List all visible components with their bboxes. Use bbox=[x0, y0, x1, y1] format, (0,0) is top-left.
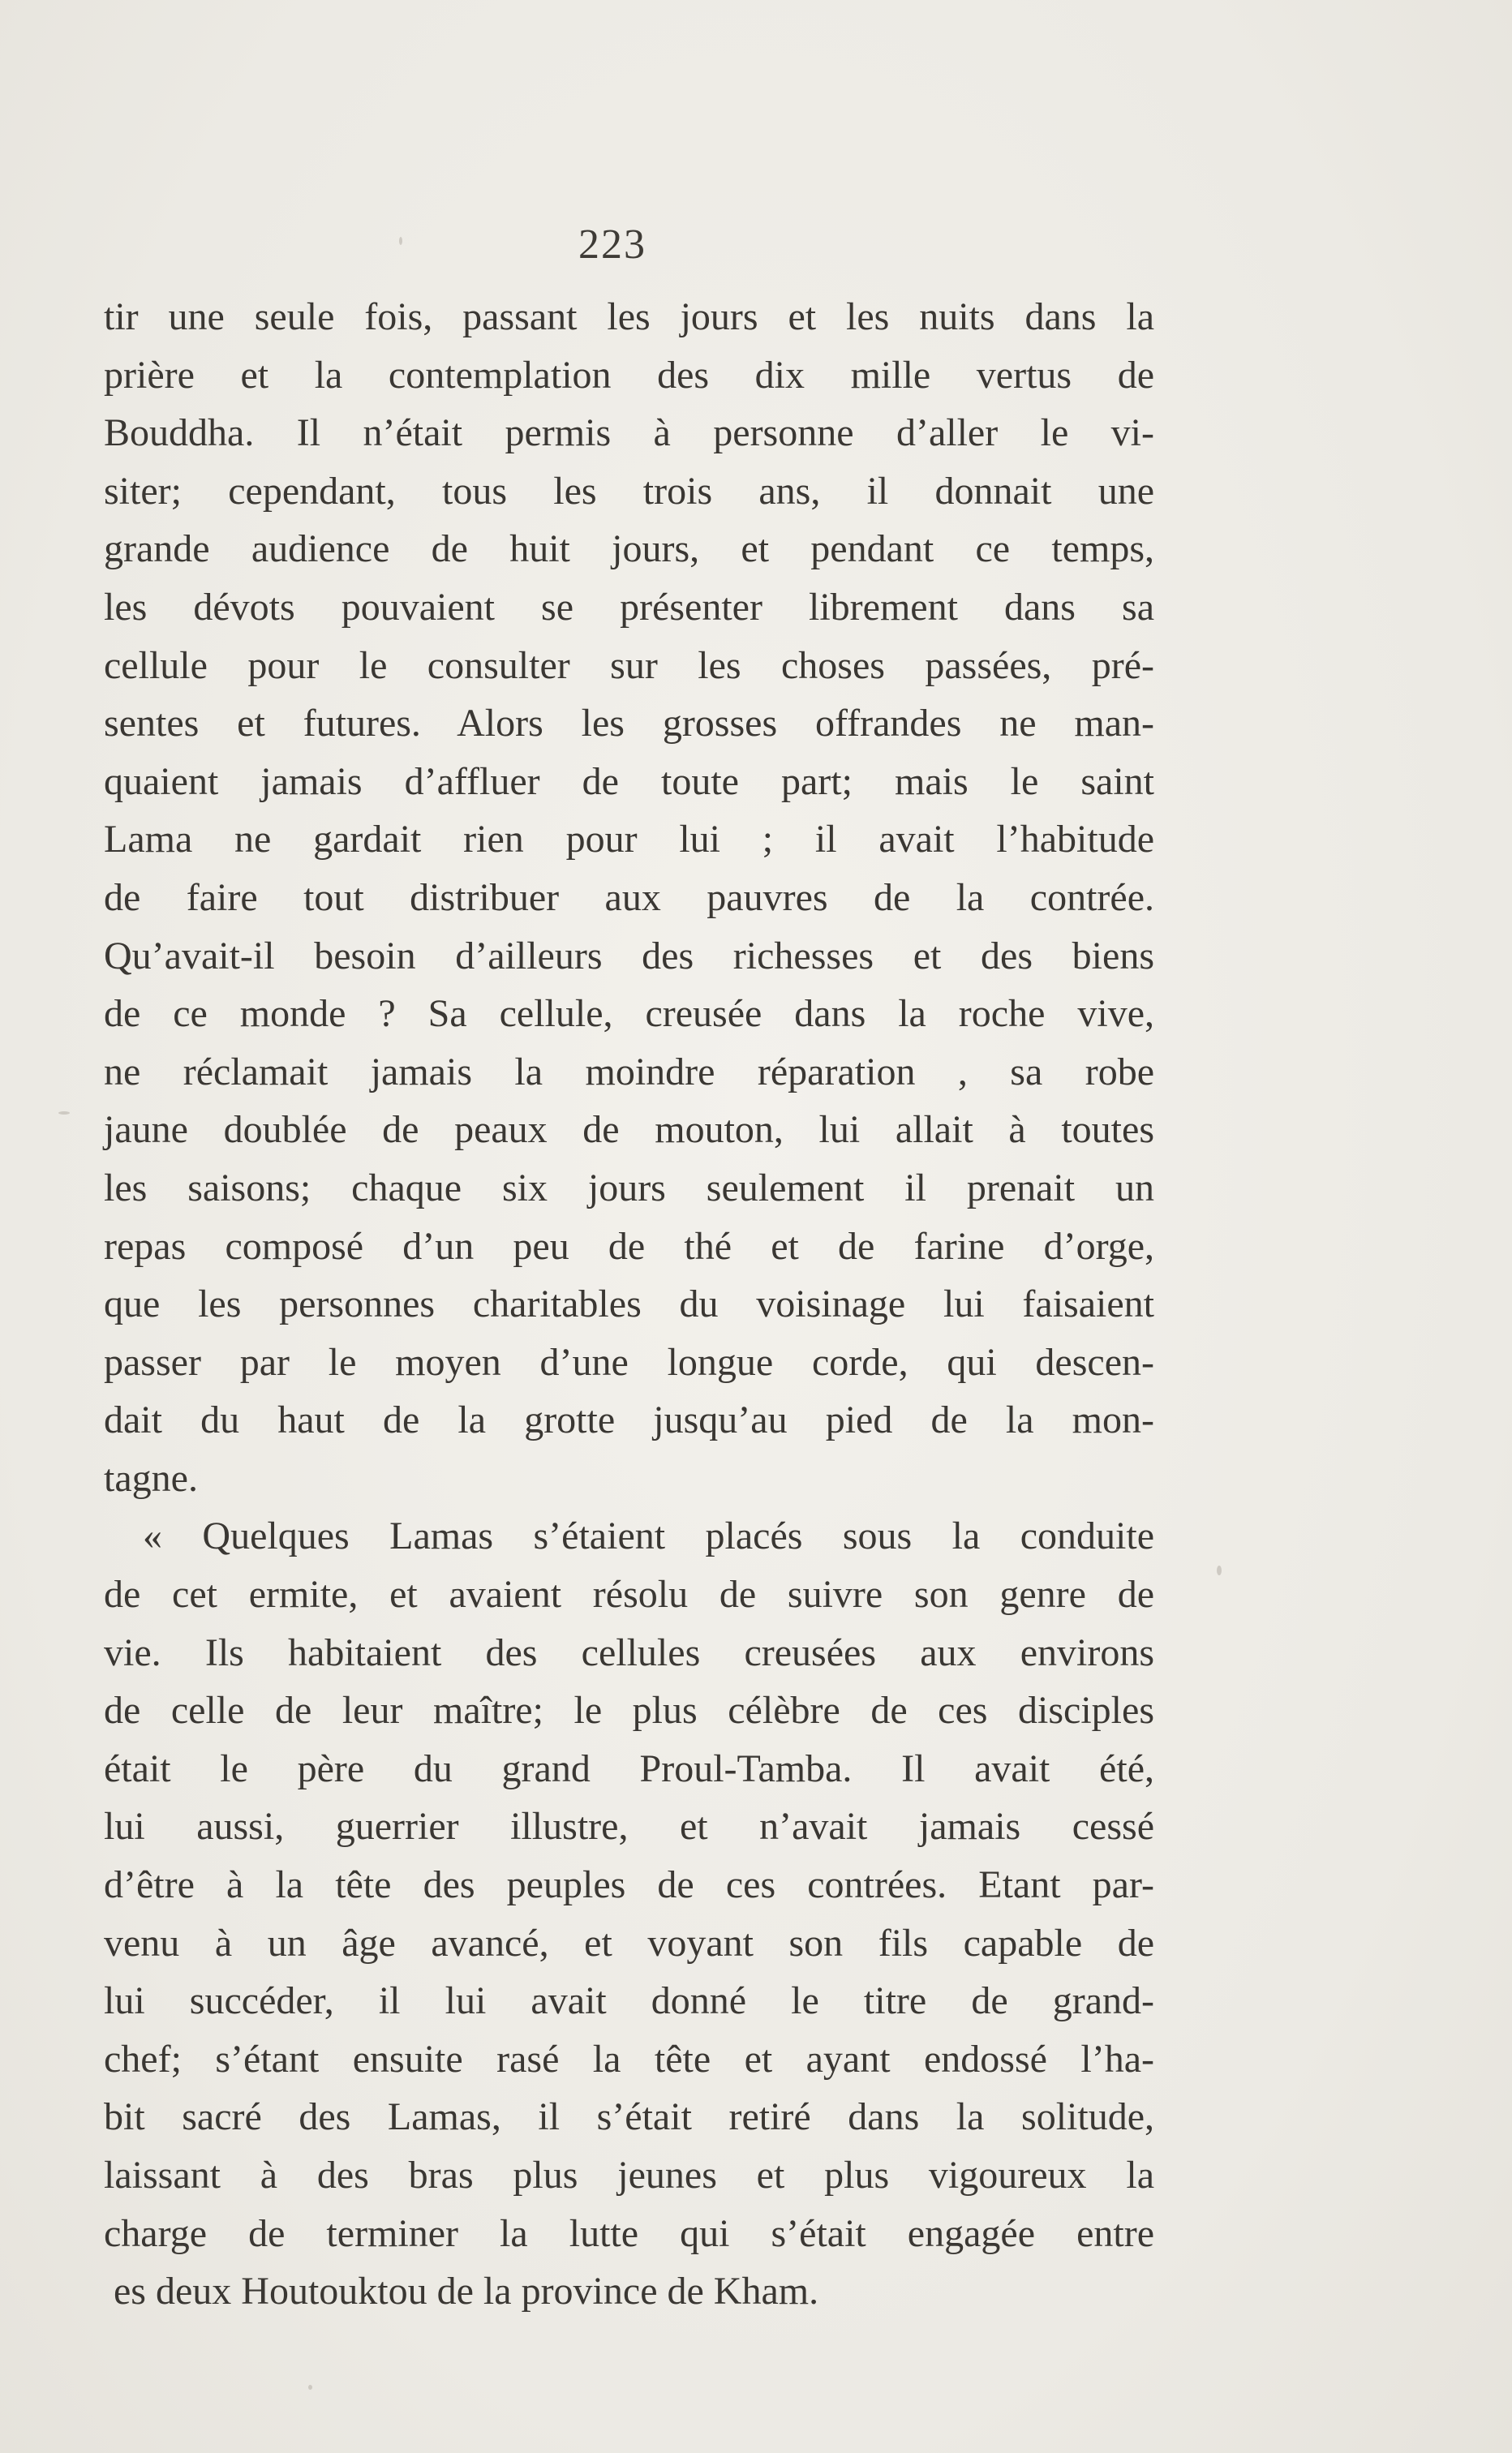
text-line: siter; cependant, tous les trois ans, il donnait une bbox=[104, 469, 1154, 513]
text-line: es deux Houtouktou de la province de Kham. bbox=[114, 2270, 819, 2313]
text-line: bit sacré des Lamas, il s’était retiré dans la solitude, bbox=[104, 2095, 1154, 2139]
text-line: que les personnes charitables du voisinage lui faisaient bbox=[104, 1282, 1154, 1326]
text-line: chef; s’étant ensuite rasé la tête et ayant endossé l’ha- bbox=[104, 2037, 1154, 2081]
text-line: « Quelques Lamas s’étaient placés sous la conduite bbox=[143, 1514, 1154, 1558]
text-line: quaient jamais d’affluer de toute part; mais le saint bbox=[104, 759, 1154, 803]
text-line: Lama ne gardait rien pour lui ; il avait l’habitude bbox=[104, 818, 1154, 861]
text-line: Qu’avait-il besoin d’ailleurs des richesses et des biens bbox=[104, 934, 1154, 977]
text-line: lui succéder, il lui avait donné le titre de grand- bbox=[104, 1979, 1154, 2023]
text-line: vie. Ils habitaient des cellules creusées aux environs bbox=[104, 1630, 1154, 1674]
text-line: laissant à des bras plus jeunes et plus vigoureux la bbox=[104, 2154, 1154, 2197]
paper-speck bbox=[58, 1111, 70, 1115]
text-line: charge de terminer la lutte qui s’était engagée entre bbox=[104, 2211, 1154, 2255]
text-line: dait du haut de la grotte jusqu’au pied de la mon- bbox=[104, 1398, 1154, 1442]
page-number: 223 bbox=[578, 221, 646, 268]
text-line: tagne. bbox=[104, 1456, 198, 1500]
text-line: était le père du grand Proul-Tamba. Il avait été, bbox=[104, 1746, 1154, 1790]
text-line: Bouddha. Il n’était permis à personne d’aller le vi- bbox=[104, 411, 1154, 455]
text-line: les dévots pouvaient se présenter librement dans sa bbox=[104, 585, 1154, 629]
text-line: d’être à la tête des peuples de ces contrées. Etant par- bbox=[104, 1863, 1154, 1907]
text-line: les saisons; chaque six jours seulement il prenait un bbox=[104, 1166, 1154, 1209]
text-line: de ce monde ? Sa cellule, creusée dans la roche vive, bbox=[104, 992, 1154, 1036]
text-line: ne réclamait jamais la moindre réparation , sa robe bbox=[104, 1050, 1154, 1093]
text-line: sentes et futures. Alors les grosses offrandes ne man- bbox=[104, 702, 1154, 745]
paper-speck bbox=[399, 237, 402, 245]
text-line: tir une seule fois, passant les jours et les nuits dans la bbox=[104, 295, 1154, 338]
text-line: de celle de leur maître; le plus célèbre de ces disciples bbox=[104, 1689, 1154, 1733]
text-line: cellule pour le consulter sur les choses passées, pré- bbox=[104, 643, 1154, 687]
text-line: lui aussi, guerrier illustre, et n’avait jamais cessé bbox=[104, 1805, 1154, 1849]
body-text bbox=[104, 288, 1154, 2321]
text-line: de cet ermite, et avaient résolu de suivre son genre de bbox=[104, 1573, 1154, 1617]
paper-speck bbox=[1217, 1566, 1222, 1575]
text-line: grande audience de huit jours, et pendant ce temps, bbox=[104, 527, 1154, 571]
text-line: venu à un âge avancé, et voyant son fils capable de bbox=[104, 1921, 1154, 1965]
text-line: de faire tout distribuer aux pauvres de la contrée. bbox=[104, 875, 1154, 919]
text-line: prière et la contemplation des dix mille vertus de bbox=[104, 353, 1154, 397]
paper-speck bbox=[308, 2385, 312, 2390]
text-line: jaune doublée de peaux de mouton, lui allait à toutes bbox=[104, 1108, 1154, 1152]
text-line: passer par le moyen d’une longue corde, qui descen- bbox=[104, 1340, 1154, 1384]
text-line: repas composé d’un peu de thé et de farine d’orge, bbox=[104, 1224, 1154, 1268]
